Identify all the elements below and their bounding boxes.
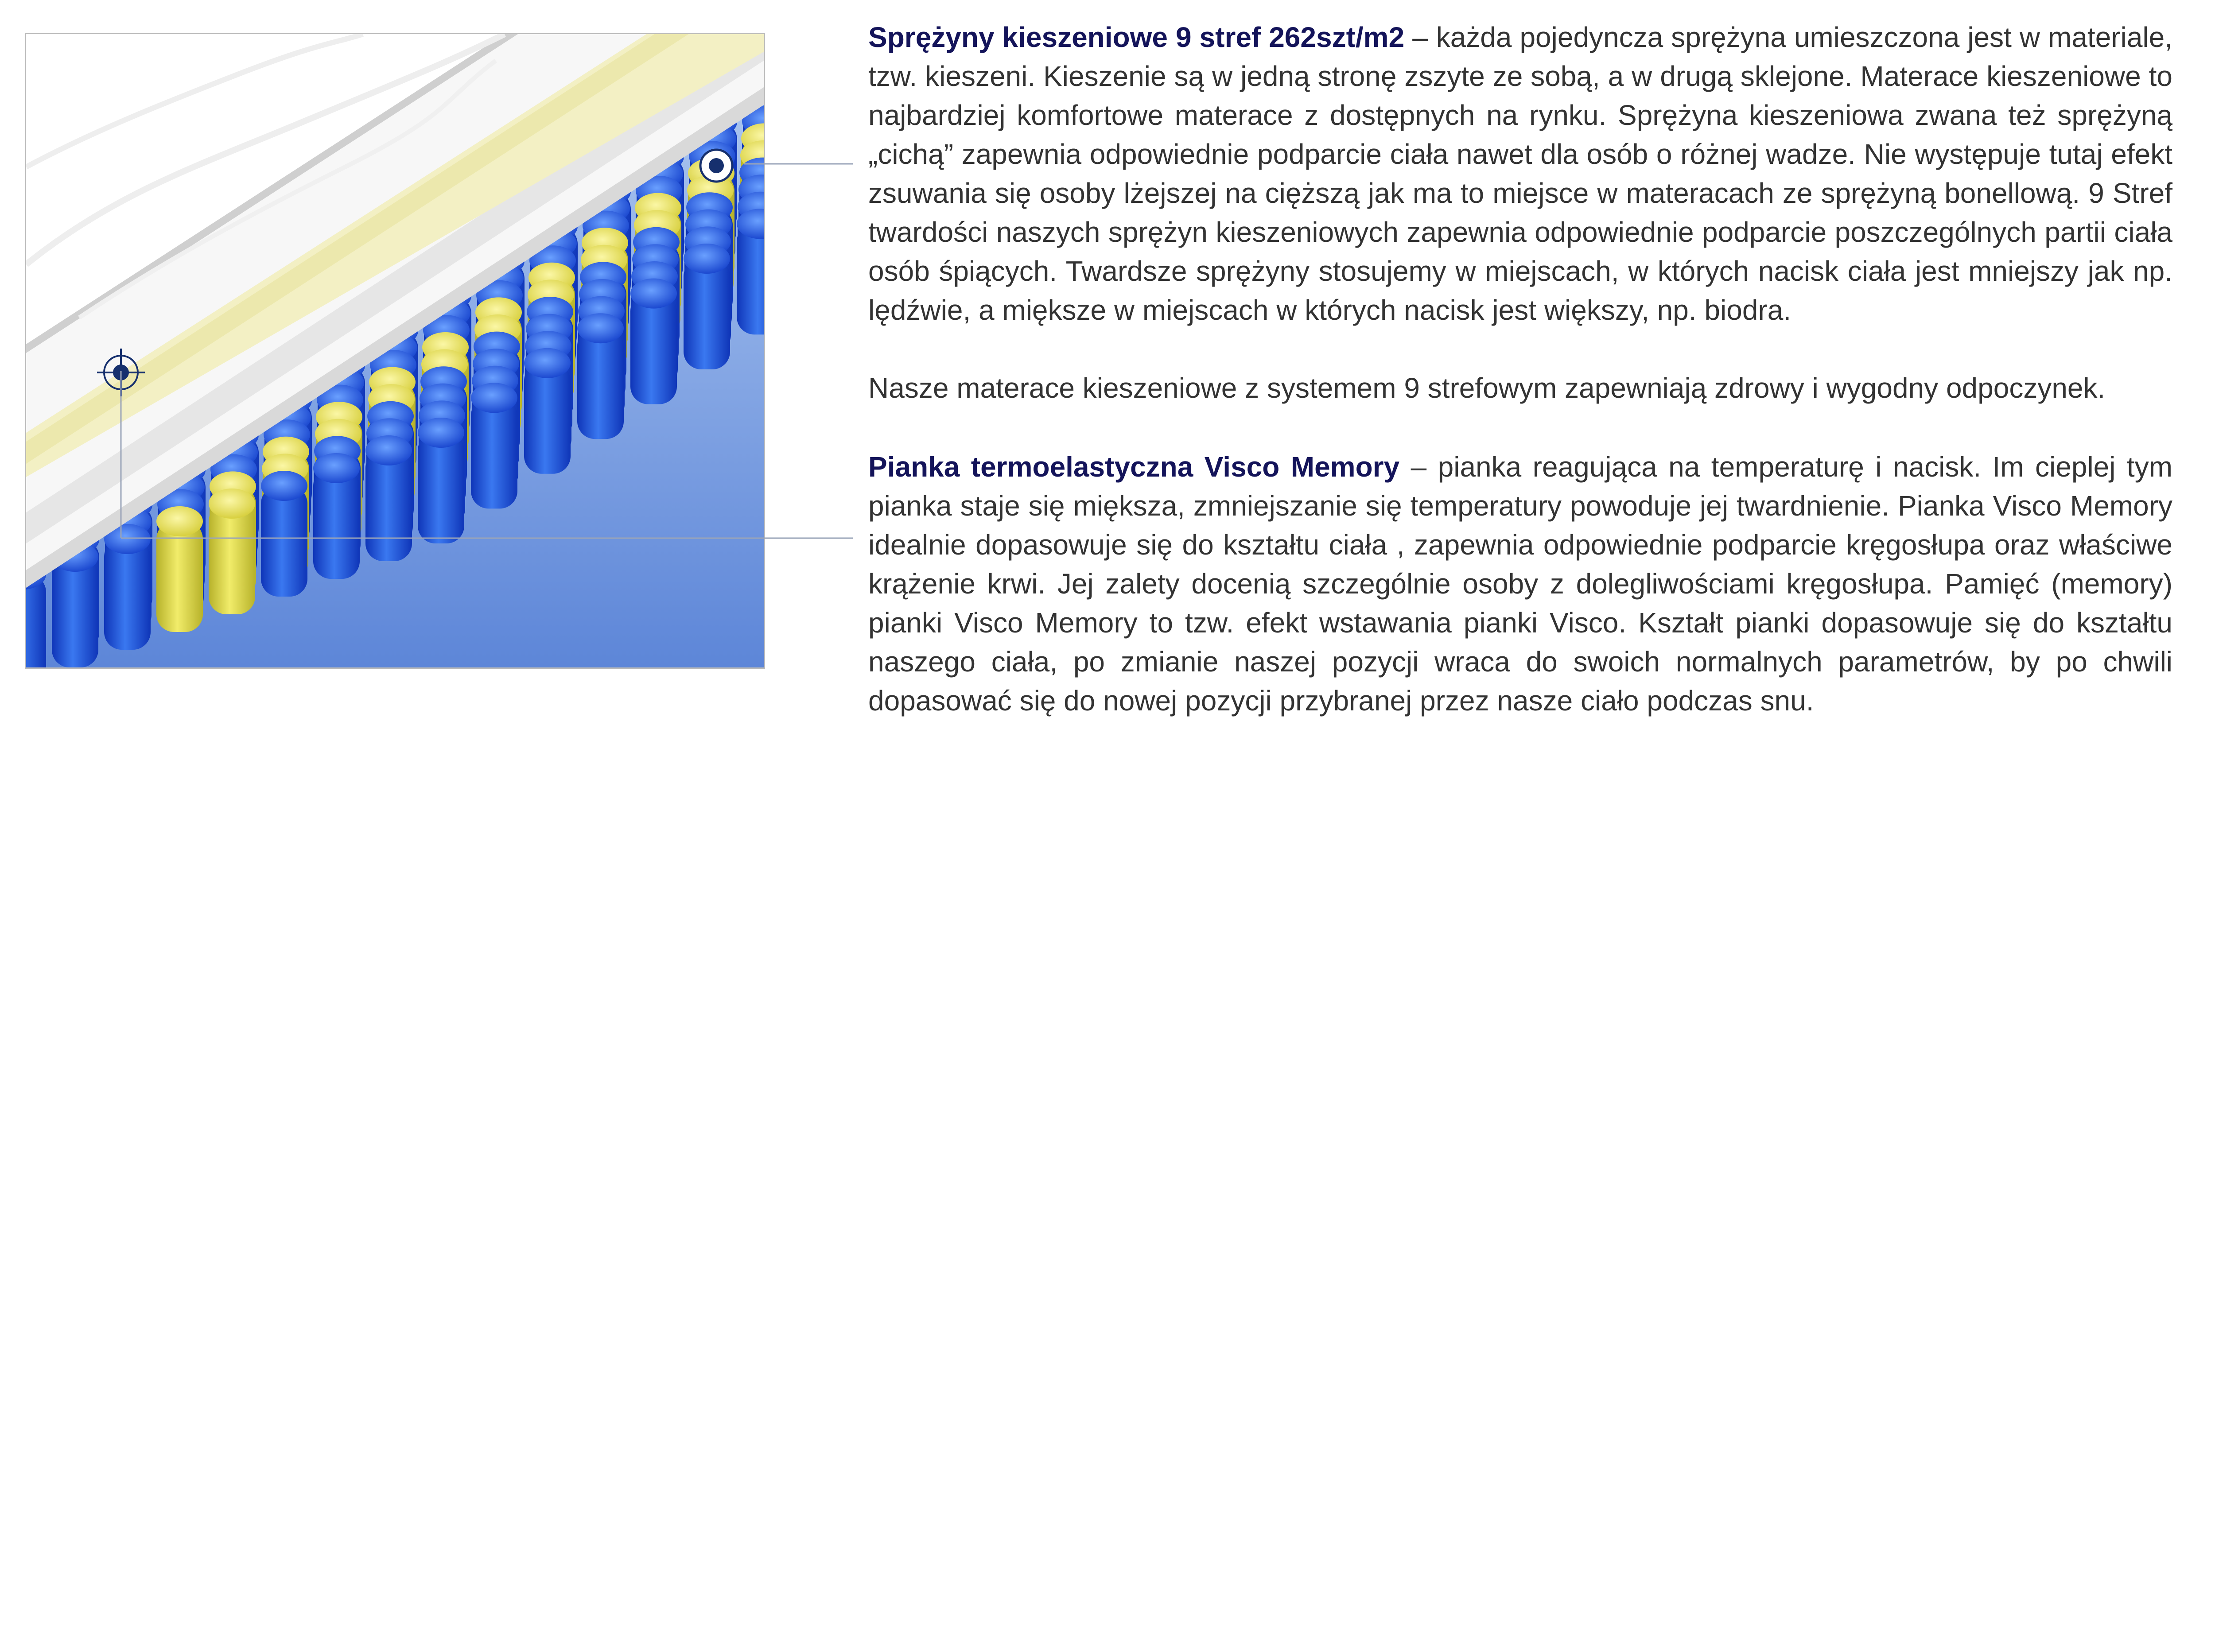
- springs-text: – każda pojedyncza sprężyna umieszczona jest w materiale, tzw. kieszeni. Kieszenie są w jedną stronę zszyte ze sobą, a w drugą sklejone. Materace kieszeniowe to najbardziej komfortowe materace z dostępnych na rynku. Sprężyna kieszeniowa zwana też sprężyną „cichą” zapewnia odpowiednie podparcie ciała nawet dla osób o różnej wadze. Nie występuje tutaj efekt zsuwania się osoby lżejszej na cięższą jak ma to miejsce w materacach ze sprężyną bonellową. 9 Stref twardości naszych sprężyn kieszeniowych zapewnia odpowiednie podparcie poszczególnych partii ciała osób śpiących. Twardsze sprężyny stosujemy w miejscach, w których nacisk ciała jest mniejszy jak np. lędźwie, a miększe w miejscach w których nacisk jest większy, np. biodra.: [868, 21, 2173, 326]
- visco-text: – pianka reagująca na temperaturę i nacisk. Im cieplej tym pianka staje się miększa, zmniejszanie się temperatury powoduje jej twardnienie. Pianka Visco Memory idealnie dopasowuje się do kształtu ciała , zapewnia odpowiednie podparcie kręgosłupa oraz właściwe krążenie krwi. Jej zalety docenią szczególnie osoby z dolegliwościami kręgosłupa. Pamięć (memory) pianki Visco Memory to tzw. efekt wstawania pianki Visco. Kształt pianki dopasowuje się do kształtu naszego ciała, po zmianie naszej pozycji wraca do swoich normalnych parametrów, by po chwili dopasować się do nowej pozycji przybranej przez nasze ciało podczas snu.: [868, 451, 2173, 717]
- visco-title: Pianka termoelastyczna Visco Memory: [868, 451, 1400, 483]
- springs-title: Sprężyny kieszeniowe 9 stref 262szt/m2: [868, 21, 1405, 53]
- visco-description: [868, 447, 2172, 720]
- springs-description: [868, 18, 2172, 330]
- springs-summary: Nasze materace kieszeniowe z systemem 9 strefowym zapewniają zdrowy i wygodny odpoczynek.: [868, 372, 2106, 404]
